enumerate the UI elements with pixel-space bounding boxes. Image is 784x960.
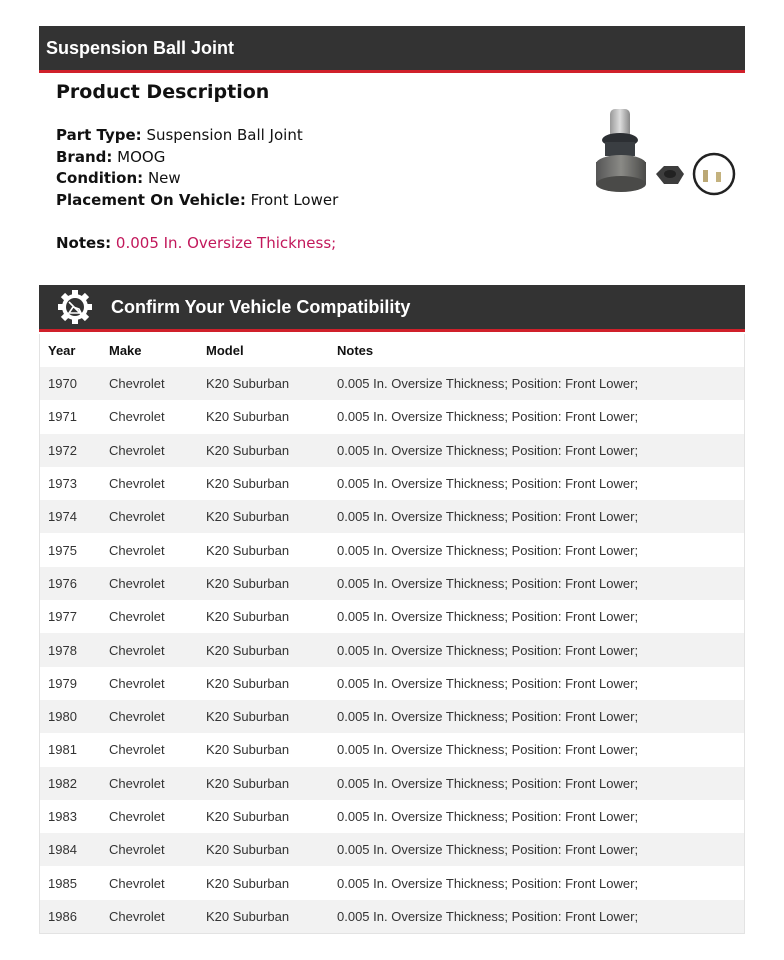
compatibility-table — [39, 334, 745, 934]
field-value: MOOG — [117, 147, 166, 166]
table-row — [40, 567, 744, 600]
cell-year: 1971 — [48, 409, 77, 425]
cell-year: 1979 — [48, 675, 77, 691]
cell-model: K20 Suburban — [206, 809, 290, 824]
cell-year: 1972 — [48, 442, 77, 458]
compatibility-header — [39, 285, 745, 332]
field-label: Part Type: — [56, 126, 142, 144]
column-header-year: Year — [48, 343, 76, 358]
notes-label: Notes: — [56, 234, 112, 252]
description-field — [56, 147, 338, 169]
cell-notes: 0.005 In. Oversize Thickness; Position: Front Lower; — [337, 542, 639, 558]
cell-model: K20 Suburban — [206, 476, 290, 492]
cell-notes: 0.005 In. Oversize Thickness; Position: Front Lower; — [337, 442, 639, 458]
table-row — [40, 434, 744, 467]
cell-model: K20 Suburban — [206, 875, 290, 891]
cell-year: 1974 — [48, 509, 77, 525]
table-row — [40, 600, 744, 633]
description-heading: Product Description — [56, 81, 270, 103]
cell-year: 1980 — [48, 709, 77, 725]
table-row — [40, 633, 744, 666]
cell-year: 1982 — [48, 775, 77, 791]
cell-year: 1984 — [48, 842, 77, 858]
cell-notes: 0.005 In. Oversize Thickness; Position: Front Lower; — [337, 908, 639, 924]
cell-year: 1978 — [48, 642, 77, 658]
table-row — [40, 700, 744, 733]
cell-year: 1983 — [48, 809, 77, 824]
cell-model: K20 Suburban — [206, 775, 290, 791]
cell-notes: 0.005 In. Oversize Thickness; Position: Front Lower; — [337, 376, 639, 392]
cell-make: Chevrolet — [109, 442, 165, 458]
cell-year: 1981 — [48, 742, 77, 758]
cell-model: K20 Suburban — [206, 675, 290, 691]
cell-make: Chevrolet — [109, 875, 165, 891]
cell-make: Chevrolet — [109, 509, 165, 525]
table-row — [40, 800, 744, 833]
cell-notes: 0.005 In. Oversize Thickness; Position: Front Lower; — [337, 709, 639, 725]
description-field — [56, 190, 338, 212]
field-value: New — [147, 169, 181, 187]
table-row — [40, 367, 744, 400]
field-value: Front Lower — [250, 190, 339, 209]
cell-model: K20 Suburban — [206, 609, 290, 625]
description-field — [56, 168, 338, 190]
cell-make: Chevrolet — [109, 476, 165, 492]
column-header-model: Model — [206, 343, 244, 358]
cell-year: 1977 — [48, 609, 77, 625]
page-title: Suspension Ball Joint — [46, 37, 235, 58]
cell-notes: 0.005 In. Oversize Thickness; Position: Front Lower; — [337, 609, 639, 625]
table-row — [40, 767, 744, 800]
cell-make: Chevrolet — [109, 809, 165, 824]
table-row — [40, 400, 744, 433]
cell-make: Chevrolet — [109, 642, 165, 658]
table-row — [40, 667, 744, 700]
cell-model: K20 Suburban — [206, 409, 290, 425]
title-bar — [39, 26, 745, 73]
cell-notes: 0.005 In. Oversize Thickness; Position: Front Lower; — [337, 642, 639, 658]
cell-notes: 0.005 In. Oversize Thickness; Position: Front Lower; — [337, 809, 639, 824]
cell-notes: 0.005 In. Oversize Thickness; Position: Front Lower; — [337, 675, 639, 691]
cell-make: Chevrolet — [109, 842, 165, 858]
cell-make: Chevrolet — [109, 908, 165, 924]
cell-make: Chevrolet — [109, 742, 165, 758]
cell-notes: 0.005 In. Oversize Thickness; Position: Front Lower; — [337, 742, 639, 758]
description-field — [56, 125, 338, 147]
cell-model: K20 Suburban — [206, 376, 290, 392]
table-row — [40, 467, 744, 500]
notes — [56, 233, 338, 255]
cell-year: 1985 — [48, 875, 77, 891]
cell-make: Chevrolet — [109, 675, 165, 691]
field-label: Brand: — [56, 147, 113, 166]
cell-year: 1976 — [48, 575, 77, 591]
column-header-make: Make — [109, 343, 142, 358]
cell-model: K20 Suburban — [206, 742, 290, 758]
cell-make: Chevrolet — [109, 609, 165, 625]
table-row — [40, 733, 744, 766]
cell-notes: 0.005 In. Oversize Thickness; Position: Front Lower; — [337, 842, 639, 858]
cell-year: 1975 — [48, 542, 77, 558]
cell-year: 1973 — [48, 476, 77, 492]
cell-make: Chevrolet — [109, 709, 165, 725]
cell-notes: 0.005 In. Oversize Thickness; Position: Front Lower; — [337, 476, 639, 492]
field-label: Placement On Vehicle: — [56, 190, 246, 209]
cell-notes: 0.005 In. Oversize Thickness; Position: Front Lower; — [337, 875, 639, 891]
table-row — [40, 900, 744, 933]
gear-wrench-icon — [57, 289, 93, 325]
product-description — [56, 80, 338, 255]
cell-model: K20 Suburban — [206, 509, 290, 525]
cell-notes: 0.005 In. Oversize Thickness; Position: Front Lower; — [337, 575, 639, 591]
cell-model: K20 Suburban — [206, 908, 290, 924]
cell-notes: 0.005 In. Oversize Thickness; Position: Front Lower; — [337, 775, 639, 791]
product-image — [596, 104, 738, 196]
notes-value: 0.005 In. Oversize Thickness; — [115, 234, 337, 252]
cell-notes: 0.005 In. Oversize Thickness; Position: Front Lower; — [337, 409, 639, 425]
cell-year: 1970 — [48, 376, 77, 392]
compatibility-title: Confirm Your Vehicle Compatibility — [111, 296, 411, 317]
cell-make: Chevrolet — [109, 575, 165, 591]
cell-make: Chevrolet — [109, 542, 165, 558]
table-row — [40, 866, 744, 899]
cell-year: 1986 — [48, 908, 77, 924]
cell-make: Chevrolet — [109, 775, 165, 791]
field-value: Suspension Ball Joint — [146, 126, 303, 144]
description-fields — [56, 125, 338, 211]
cell-model: K20 Suburban — [206, 709, 290, 725]
cell-model: K20 Suburban — [206, 842, 290, 858]
table-row — [40, 500, 744, 533]
cell-make: Chevrolet — [109, 409, 165, 425]
cell-model: K20 Suburban — [206, 575, 290, 591]
field-label: Condition: — [56, 169, 144, 187]
cell-model: K20 Suburban — [206, 442, 290, 458]
column-header-notes: Notes — [337, 343, 374, 358]
cell-model: K20 Suburban — [206, 642, 290, 658]
cell-make: Chevrolet — [109, 376, 165, 392]
table-row — [40, 533, 744, 566]
cell-notes: 0.005 In. Oversize Thickness; Position: Front Lower; — [337, 509, 639, 525]
cell-model: K20 Suburban — [206, 542, 290, 558]
table-header-row — [40, 334, 744, 367]
table-row — [40, 833, 744, 866]
